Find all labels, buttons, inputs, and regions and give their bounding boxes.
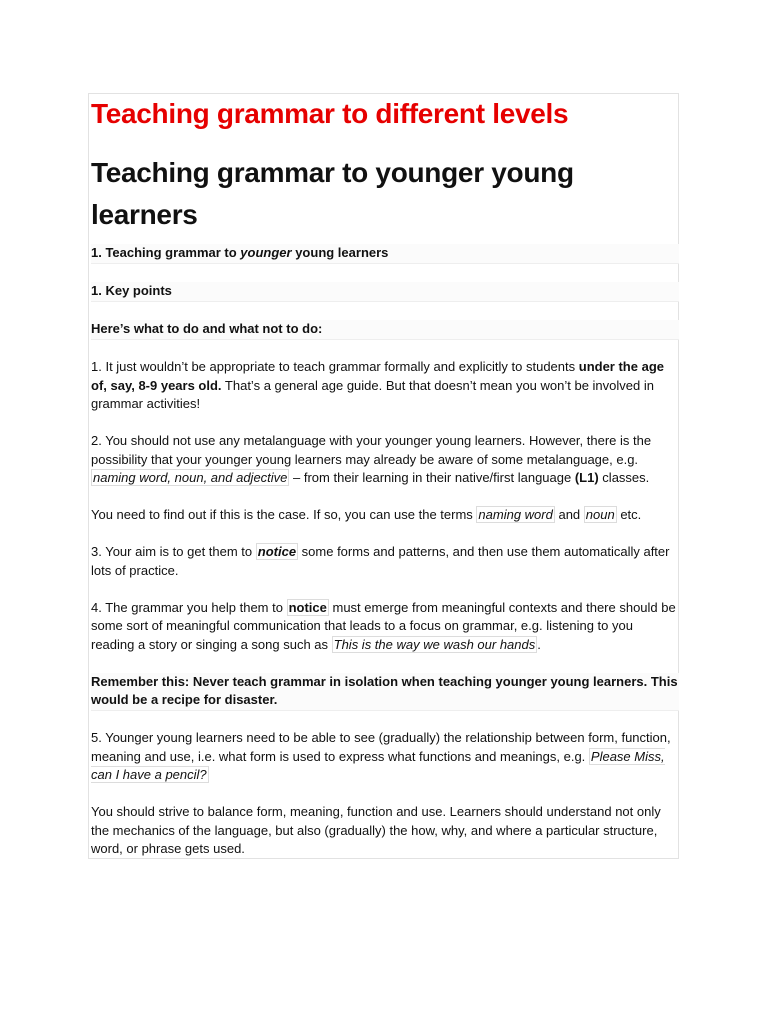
metalanguage-example: naming word, noun, and adjective — [93, 470, 288, 485]
paragraph-8: You should strive to balance form, meaning, function and use. Learners should understand not only the mechanics of the language, but also (gradually) the how, why, and where a particular structure, word, or phrase gets used. — [91, 804, 661, 856]
song-title: This is the way we wash our hands — [333, 636, 536, 652]
document-subtitle: Teaching grammar to younger young learners — [91, 157, 574, 230]
paragraph-2: 2. You should not use any metalanguage with your younger young learners. However, there is the possibility that your younger young learners may already be aware of some metalanguage, e.g. naming word, noun, and adjective – from their learning in their native/first language (L1) classes. — [91, 433, 652, 485]
document-title: Teaching grammar to different levels — [91, 98, 569, 129]
paragraph-5: 4. The grammar you help them to notice must emerge from meaningful contexts and there should be some sort of meaningful communication that leads to a focus on grammar, e.g. listening to you reading a story or singing a song such as This is the way we wash our hands . — [91, 599, 676, 652]
example-sentence: Please Miss, can I have a pencil? — [91, 748, 665, 782]
notice-term: notice — [257, 544, 297, 559]
intro-line: Here’s what to do and what not to do: — [91, 320, 679, 340]
paragraph-3: You need to find out if this is the case. If so, you can use the terms naming word and noun etc. — [91, 507, 642, 522]
document-content — [91, 96, 679, 859]
notice-bold: notice — [288, 599, 327, 615]
term-noun: noun — [585, 507, 615, 522]
key-points-heading: 1. Key points — [91, 282, 679, 302]
term-naming-word: naming word — [478, 507, 553, 522]
paragraph-4: 3. Your aim is to get them to notice some forms and patterns, and then use them automatically after lots of practice. — [91, 544, 670, 578]
section-heading-prefix: 1. Teaching grammar to — [91, 245, 241, 260]
section-heading-italic: younger — [240, 245, 292, 260]
section-heading — [91, 244, 679, 264]
section-heading-suffix: young learners — [291, 245, 389, 260]
paragraph-7: 5. Younger young learners need to be able to see (gradually) the relationship between form, function, meaning and use, i.e. what form is used to express what functions and meanings, e.g. Please Miss, can I have a pencil? — [91, 730, 671, 782]
paragraph-1: 1. It just wouldn’t be appropriate to teach grammar formally and explicitly to students under the age of, say, 8-9 years old. That’s a general age guide. But that doesn’t mean you won’t be involved in grammar activities! — [91, 359, 664, 411]
paragraph-6-reminder: Remember this: Never teach grammar in isolation when teaching younger young learners. This would be a recipe for disaster. — [91, 673, 679, 711]
